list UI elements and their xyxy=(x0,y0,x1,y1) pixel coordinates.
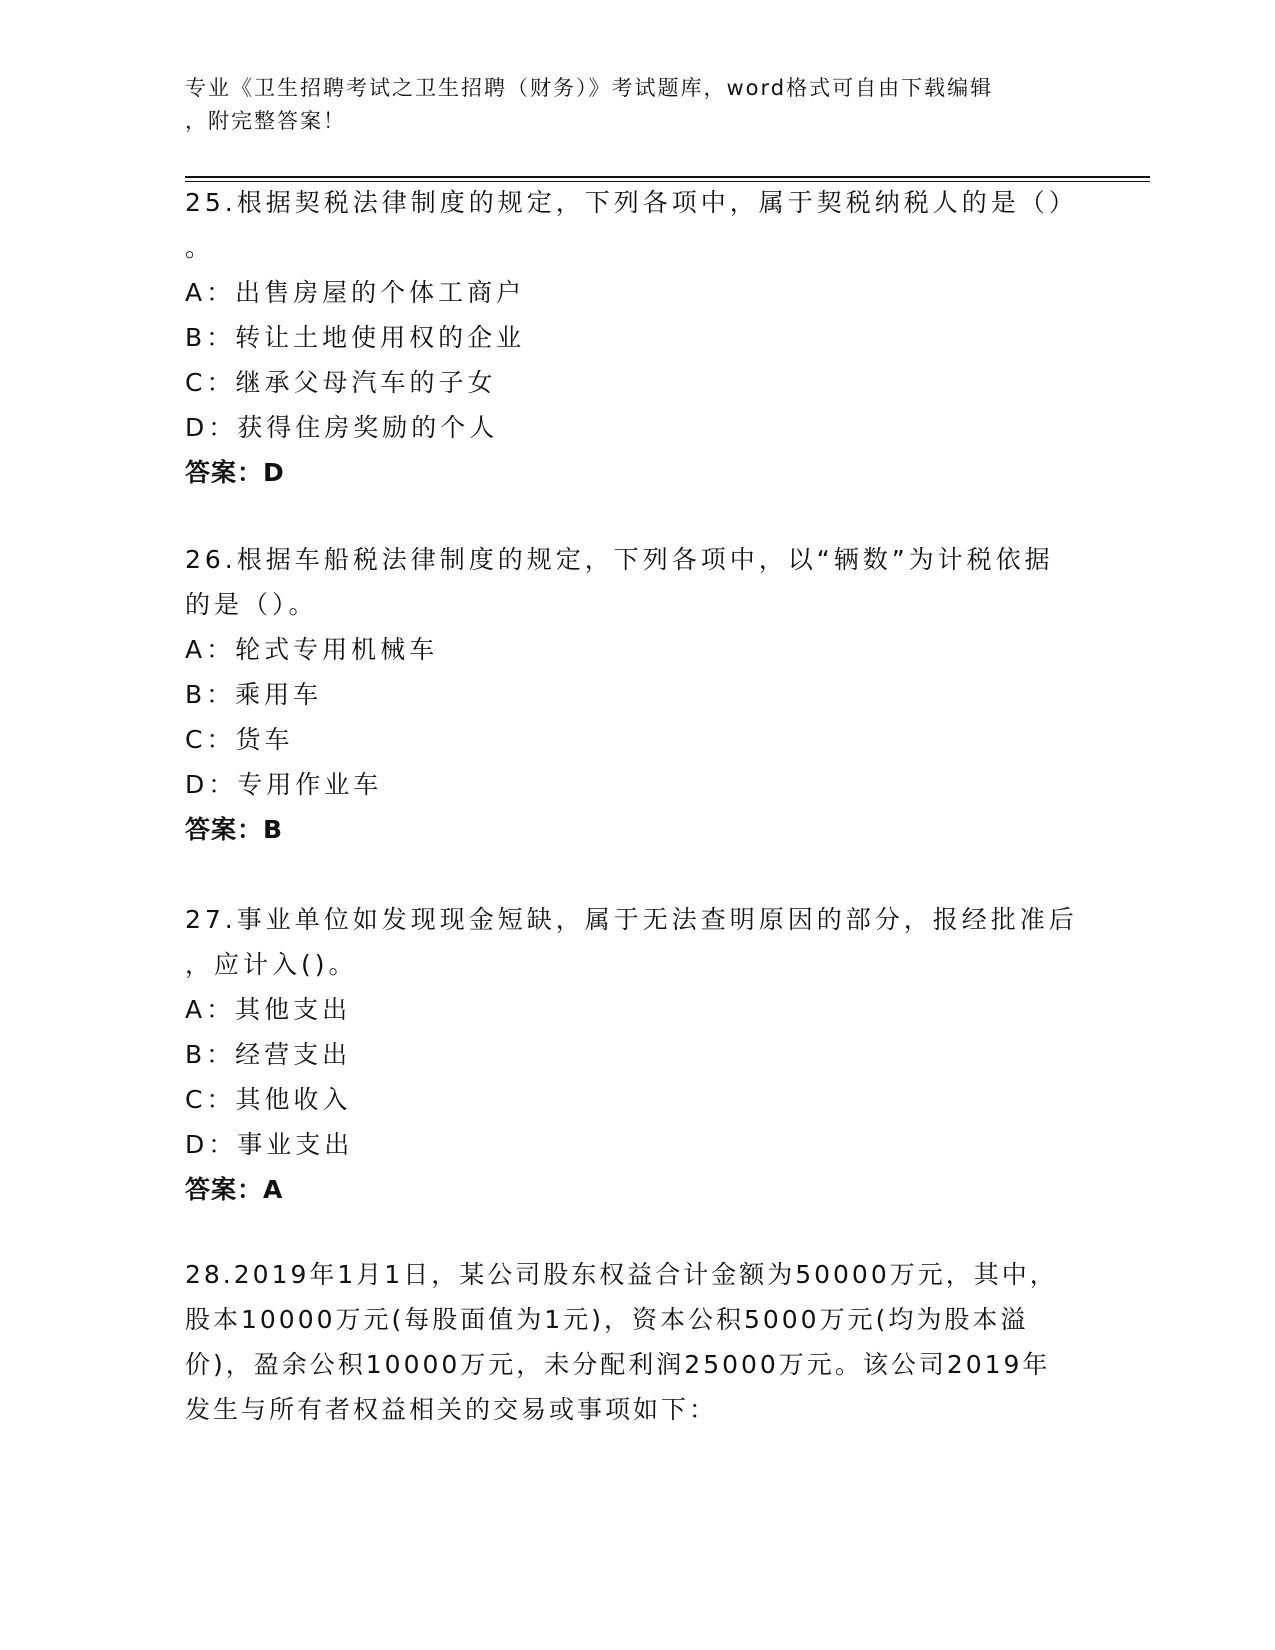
option-d: D：获得住房奖励的个人 xyxy=(185,413,499,442)
option-b: B：经营支出 xyxy=(185,1040,352,1069)
document-header xyxy=(185,72,1065,138)
option-b: B：转让土地使用权的企业 xyxy=(185,323,526,352)
answer-label: 答案：A xyxy=(185,1175,284,1204)
question-text-line: 28.2019年1月1日，某公司股东权益合计金额为50000万元，其中， xyxy=(185,1260,1058,1289)
option-b: B：乘用车 xyxy=(185,680,323,709)
question-text-line: 发生与所有者权益相关的交易或事项如下： xyxy=(185,1395,718,1424)
question-text-line: ，应计入()。 xyxy=(185,950,358,979)
question-text-line: 价)，盈余公积10000万元，未分配利润25000万元。该公司2019年 xyxy=(185,1350,1051,1379)
option-a: A：出售房屋的个体工商户 xyxy=(185,278,526,307)
question-26 xyxy=(185,537,1085,852)
question-text-line: 25.根据契税法律制度的规定，下列各项中，属于契税纳税人的是（） xyxy=(185,188,1078,217)
question-text-line: 股本10000万元(每股面值为1元)，资本公积5000万元(均为股本溢 xyxy=(185,1305,1029,1334)
question-text-line: 。 xyxy=(185,233,215,262)
answer-label: 答案：D xyxy=(185,458,285,487)
header-line-2: ，附完整答案！ xyxy=(185,109,346,133)
question-27 xyxy=(185,897,1085,1212)
header-line-1: 专业《卫生招聘考试之卫生招聘（财务）》考试题库，word格式可自由下载编辑 xyxy=(185,76,994,100)
option-a: A：轮式专用机械车 xyxy=(185,635,439,664)
question-text-line: 26.根据车船税法律制度的规定，下列各项中，以“辆数”为计税依据 xyxy=(185,545,1054,574)
option-a: A：其他支出 xyxy=(185,995,352,1024)
answer-label: 答案：B xyxy=(185,815,284,844)
option-c: C：货车 xyxy=(185,725,294,754)
option-c: C：其他收入 xyxy=(185,1085,352,1114)
header-rule-thick xyxy=(185,176,1150,178)
option-c: C：继承父母汽车的子女 xyxy=(185,368,497,397)
question-text-line: 27.事业单位如发现现金短缺，属于无法查明原因的部分，报经批准后 xyxy=(185,905,1078,934)
option-d: D：专用作业车 xyxy=(185,770,383,799)
question-25 xyxy=(185,180,1085,495)
question-28 xyxy=(185,1252,1085,1432)
option-d: D：事业支出 xyxy=(185,1130,354,1159)
question-text-line: 的是（）。 xyxy=(185,590,318,619)
